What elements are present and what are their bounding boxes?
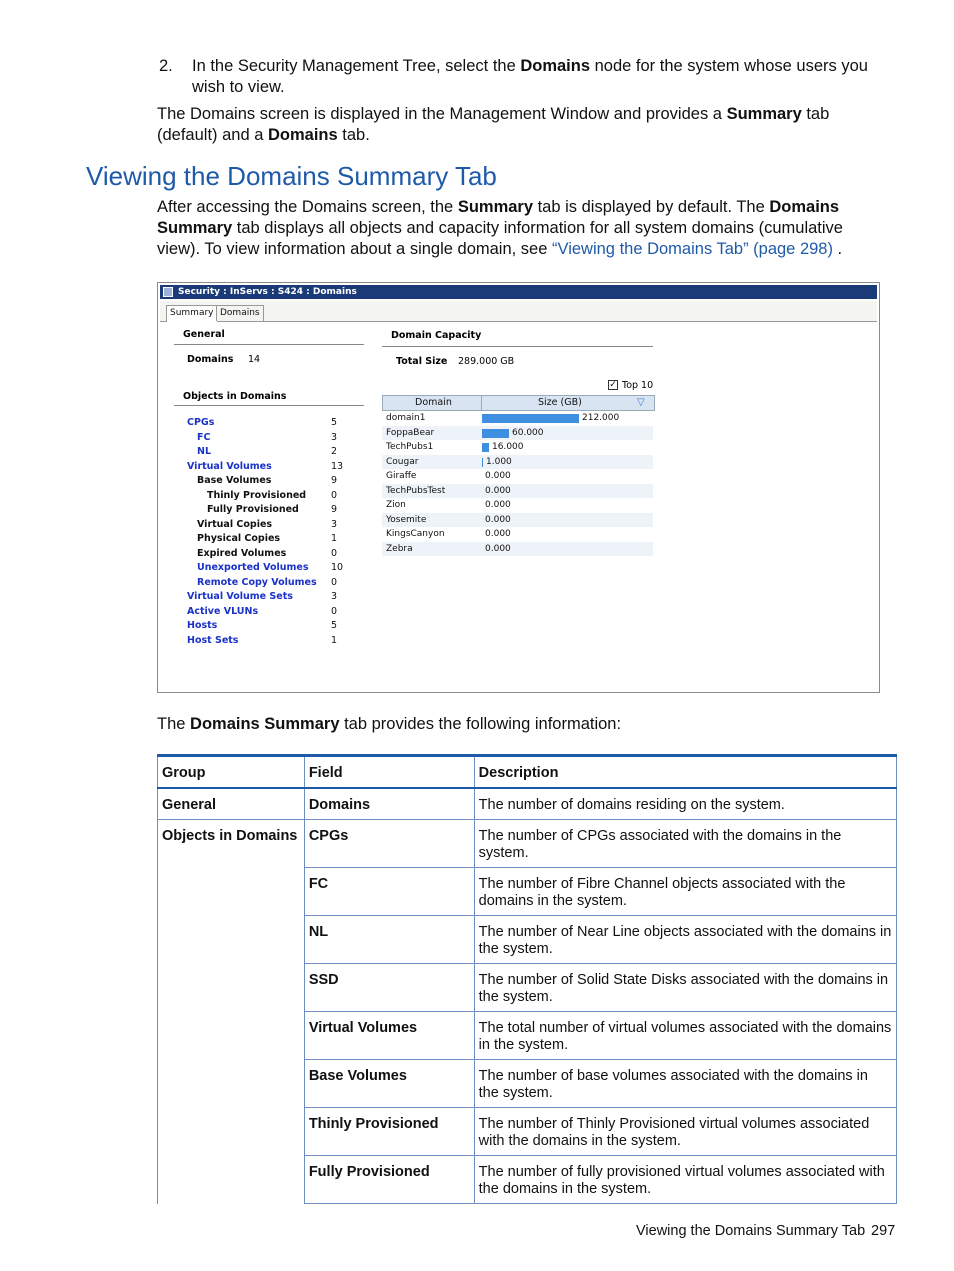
cell-group <box>158 868 305 916</box>
capacity-domain-name: Zion <box>386 500 406 510</box>
cell-description: The number of domains residing on the system. <box>474 788 896 820</box>
window-icon <box>163 287 173 297</box>
object-value: 0 <box>331 605 338 617</box>
capacity-bar <box>482 458 483 467</box>
capacity-label: Domain Capacity <box>391 330 482 341</box>
step-text: In the Security Management Tree, select the Domains node for the system whose users you wish to view. <box>192 57 868 96</box>
col-size[interactable]: Size (GB) <box>538 397 582 408</box>
capacity-row[interactable] <box>382 513 653 527</box>
object-label[interactable]: FC <box>197 431 211 443</box>
object-label: Expired Volumes <box>197 547 287 559</box>
total-size-label: Total Size <box>396 356 448 367</box>
object-value: 13 <box>331 460 344 472</box>
object-label[interactable]: Host Sets <box>187 634 239 646</box>
capacity-row[interactable] <box>382 484 653 498</box>
object-label: Virtual Copies <box>197 518 273 530</box>
object-label[interactable]: Unexported Volumes <box>197 562 309 573</box>
cell-group <box>158 916 305 964</box>
general-label: General <box>183 329 225 340</box>
capacity-domain-name: Zebra <box>386 543 413 554</box>
object-value: 3 <box>331 431 338 443</box>
table-row <box>158 964 897 1012</box>
page-link[interactable]: “Viewing the Domains Tab” (page 298) <box>552 240 833 258</box>
capacity-domain-name: FoppaBear <box>386 427 435 438</box>
table-row <box>158 1108 897 1156</box>
capacity-size-value: 0.000 <box>485 500 511 510</box>
cell-group <box>158 964 305 1012</box>
cell-description: The number of fully provisioned virtual volumes associated with the domains in the system. <box>474 1156 896 1204</box>
capacity-size-value: 0.000 <box>485 529 511 539</box>
table-row <box>158 868 897 916</box>
object-label: Thinly Provisioned <box>207 489 307 501</box>
cell-field: Base Volumes <box>304 1060 474 1108</box>
object-label[interactable]: Active VLUNs <box>187 605 259 617</box>
object-value: 1 <box>331 634 338 646</box>
capacity-domain-name: TechPubsTest <box>386 485 446 496</box>
capacity-table-header <box>382 395 655 411</box>
capacity-bar <box>482 443 489 452</box>
cell-group: Objects in Domains <box>158 820 305 868</box>
divider <box>382 346 653 347</box>
capacity-size-value: 1.000 <box>486 456 512 467</box>
object-value: 9 <box>331 504 338 515</box>
capacity-size-value: 0.000 <box>485 543 511 554</box>
footer-title: Viewing the Domains Summary Tab <box>636 1223 866 1239</box>
col-divider <box>481 396 482 410</box>
capacity-domain-name: Giraffe <box>386 471 417 481</box>
capacity-domain-name: Yosemite <box>386 514 427 525</box>
header-description: Description <box>474 756 896 789</box>
capacity-size-value: 212.000 <box>582 413 620 423</box>
object-value: 0 <box>331 547 338 559</box>
cell-group: General <box>158 788 305 820</box>
cell-description: The number of Thinly Provisioned virtual volumes associated with the domains in the system. <box>474 1108 896 1156</box>
object-value: 10 <box>331 562 344 573</box>
object-label[interactable]: Virtual Volumes <box>187 460 272 472</box>
cell-description: The total number of virtual volumes associated with the domains in the system. <box>474 1012 896 1060</box>
table-row <box>158 1012 897 1060</box>
top10-checkbox[interactable]: ✓ <box>609 380 617 390</box>
table-row <box>158 1060 897 1108</box>
cell-description: The number of Near Line objects associated with the domains in the system. <box>474 916 896 964</box>
capacity-row[interactable] <box>382 411 653 425</box>
object-value: 3 <box>331 591 338 602</box>
object-label: Physical Copies <box>197 533 281 544</box>
cell-group <box>158 1156 305 1204</box>
cell-group <box>158 1012 305 1060</box>
tab-domains[interactable]: Domains <box>216 305 264 321</box>
tab-strip <box>160 301 877 322</box>
cell-group <box>158 1108 305 1156</box>
capacity-size-value: 16.000 <box>492 442 524 452</box>
divider <box>174 405 364 406</box>
object-label: Base Volumes <box>197 475 272 486</box>
object-label[interactable]: Remote Copy Volumes <box>197 576 317 588</box>
window-titlebar <box>160 285 877 299</box>
capacity-size-value: 60.000 <box>512 427 544 438</box>
cell-field: FC <box>304 868 474 916</box>
object-label[interactable]: CPGs <box>187 417 215 428</box>
table-header-row <box>158 756 897 789</box>
table-row <box>158 820 897 868</box>
step-number: 2. <box>159 57 173 75</box>
cell-description: The number of CPGs associated with the domains in the system. <box>474 820 896 868</box>
object-value: 2 <box>331 446 338 457</box>
section-paragraph: After accessing the Domains screen, the Summary tab is displayed by default. The Domains Summary tab displays all objects and capacity information for all system domains (cumulative view). To view information about a single domain, see “Viewing the Domains Tab” (page 298) . <box>157 198 843 258</box>
object-value: 9 <box>331 475 338 486</box>
capacity-domain-name: Cougar <box>386 456 419 467</box>
domains-value: 14 <box>248 354 261 365</box>
capacity-row[interactable] <box>382 498 653 512</box>
section-heading: Viewing the Domains Summary Tab <box>86 161 497 191</box>
cell-field: Domains <box>304 788 474 820</box>
cell-field: SSD <box>304 964 474 1012</box>
cell-description: The number of Fibre Channel objects associated with the domains in the system. <box>474 868 896 916</box>
capacity-bar <box>482 414 579 423</box>
intro-paragraph: The Domains screen is displayed in the Management Window and provides a Summary tab (default) and a Domains tab. <box>157 105 830 144</box>
capacity-row[interactable] <box>382 469 653 483</box>
cell-description: The number of Solid State Disks associated with the domains in the system. <box>474 964 896 1012</box>
cell-description: The number of base volumes associated with the domains in the system. <box>474 1060 896 1108</box>
sort-down-icon[interactable]: ▽ <box>637 397 645 408</box>
capacity-row[interactable] <box>382 527 653 541</box>
capacity-row[interactable] <box>382 542 653 556</box>
object-label[interactable]: Hosts <box>187 620 218 631</box>
capacity-row[interactable] <box>382 455 653 469</box>
capacity-size-value: 0.000 <box>485 485 511 496</box>
header-field: Field <box>304 756 474 789</box>
header-group: Group <box>158 756 305 789</box>
divider <box>174 344 364 345</box>
object-label[interactable]: NL <box>197 446 212 457</box>
object-value: 5 <box>331 620 338 631</box>
table-row <box>158 788 897 820</box>
capacity-size-value: 0.000 <box>485 514 511 525</box>
tab-summary[interactable]: Summary <box>166 305 218 322</box>
capacity-domain-name: TechPubs1 <box>386 442 434 452</box>
col-domain[interactable]: Domain <box>415 397 452 408</box>
top10-label: Top 10 <box>622 380 654 391</box>
capacity-row[interactable] <box>382 426 653 440</box>
object-value: 1 <box>331 533 338 544</box>
table-intro: The Domains Summary tab provides the following information: <box>157 715 622 733</box>
table-row <box>158 916 897 964</box>
cell-field: Fully Provisioned <box>304 1156 474 1204</box>
capacity-bar <box>482 429 509 438</box>
object-label[interactable]: Virtual Volume Sets <box>187 591 293 602</box>
cell-field: Virtual Volumes <box>304 1012 474 1060</box>
cell-field: NL <box>304 916 474 964</box>
capacity-row[interactable] <box>382 440 653 454</box>
total-size-value: 289.000 GB <box>458 356 515 367</box>
cell-group <box>158 1060 305 1108</box>
object-value: 5 <box>331 417 338 428</box>
info-table <box>157 754 897 1204</box>
screenshot-window <box>157 282 880 693</box>
capacity-domain-name: domain1 <box>386 413 426 423</box>
window-title: Security : InServs : S424 : Domains <box>178 287 357 297</box>
object-label: Fully Provisioned <box>207 504 299 515</box>
cell-field: CPGs <box>304 820 474 868</box>
table-row <box>158 1156 897 1204</box>
capacity-size-value: 0.000 <box>485 471 511 481</box>
capacity-domain-name: KingsCanyon <box>386 529 445 539</box>
cell-field: Thinly Provisioned <box>304 1108 474 1156</box>
object-value: 0 <box>331 489 338 501</box>
page-number: 297 <box>871 1223 896 1239</box>
object-value: 3 <box>331 518 338 530</box>
objects-label: Objects in Domains <box>183 391 287 402</box>
object-value: 0 <box>331 576 338 588</box>
domains-label: Domains <box>187 354 234 365</box>
